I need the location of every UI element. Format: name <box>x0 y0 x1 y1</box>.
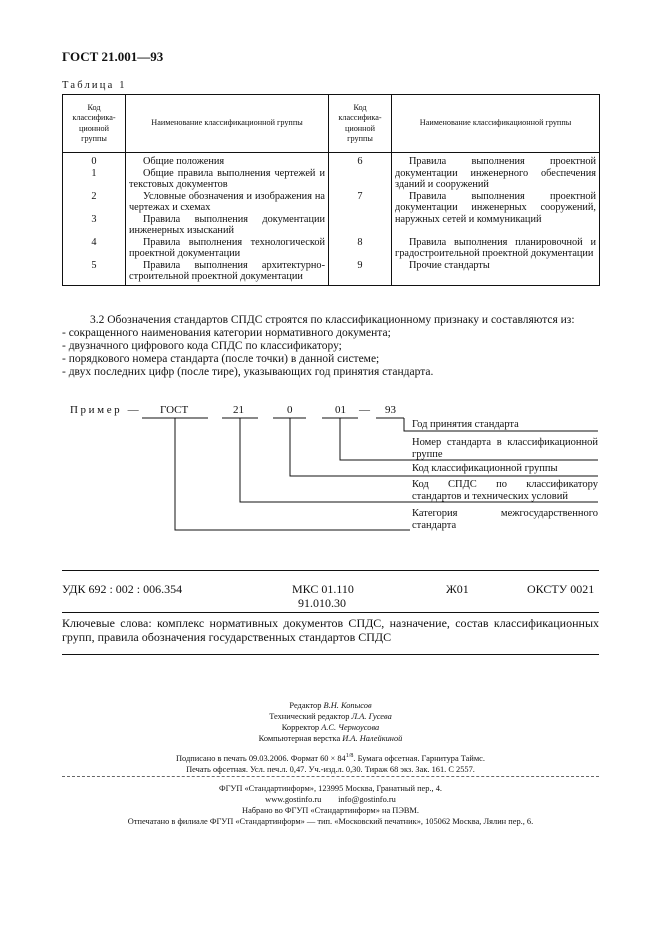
group-name: Общие положения <box>126 153 329 168</box>
group-code: 4 <box>63 237 126 260</box>
imprint-print-data <box>62 751 599 775</box>
group-name: Правила выполнения документации инженерных изысканий <box>126 214 329 237</box>
print-info-line: Печать офсетная. Усл. печ.л. 0,47. Уч.-изд.л. 0,30. Тираж 68 экз. Зак. 161. С 2557. <box>186 764 475 774</box>
group-name: Прочие стандарты <box>392 260 600 286</box>
example-label-spds: Код СПДС по классификатору стандартов и технических условий <box>412 479 598 502</box>
email-link[interactable]: info@gostinfo.ru <box>338 795 396 804</box>
example-part-number: 01 <box>335 404 346 416</box>
group-name: Правила выполнения проектной документации инженерного обеспечения зданий и сооружений <box>392 153 600 191</box>
mks-code: МКС 01.110 <box>292 582 354 596</box>
group-code: 3 <box>63 214 126 237</box>
group-code: 8 <box>329 237 392 260</box>
website-link[interactable]: www.gostinfo.ru <box>265 795 322 804</box>
group-code: 7 <box>329 191 392 237</box>
example-part-gost: ГОСТ <box>160 404 189 416</box>
example-part-dash: — <box>359 404 370 416</box>
example-label: Пример — <box>70 404 142 416</box>
contacts-line <box>62 794 599 805</box>
divider <box>62 612 599 613</box>
list-item: - порядкового номера стандарта (после точки) в данной системе; <box>62 353 380 365</box>
typeset-line: Набрано во ФГУП «Стандартинформ» на ПЭВМ. <box>242 806 419 815</box>
group-code: 5 <box>63 260 126 286</box>
mks-code-2: 91.010.30 <box>298 596 346 610</box>
list-item: - сокращенного наименования категории нормативного документа; <box>62 327 391 339</box>
printed-line: Отпечатано в филиале ФГУП «Стандартинформ» — тип. «Московский печатник», 105062 Москва, Лялин пер., 6. <box>127 817 534 826</box>
group-name: Правила выполнения технологической проектной документации <box>126 237 329 260</box>
page-header: ГОСТ 21.001—93 <box>62 49 164 64</box>
example-part-group-code: 0 <box>287 404 293 416</box>
tech-editor-line: Технический редактор Л.А. Гусева <box>269 712 392 721</box>
column-header-code: Код классифика-ционной группы <box>329 95 392 153</box>
example-label-number: Номер стандарта в классификационной группе <box>412 437 598 460</box>
corrector-line: Корректор А.С. Черноусова <box>281 723 380 732</box>
divider <box>62 776 599 777</box>
divider <box>62 654 599 655</box>
list-item: - двузначного цифрового кода СПДС по классификатору; <box>62 340 342 352</box>
section-intro: 3.2 Обозначения стандартов СПДС строятся по классификационному признаку и составляются из: <box>90 314 575 326</box>
imprint-publisher <box>62 783 599 827</box>
group-name: Правила выполнения проектной документации инженерных сооружений, наружных сетей и коммуникаций <box>392 191 600 237</box>
column-header-name: Наименование классификационной группы <box>126 95 329 153</box>
zh-code: Ж01 <box>446 582 469 596</box>
publisher-line: ФГУП «Стандартинформ», 123995 Москва, Гранатный пер., 4. <box>218 784 443 793</box>
list-item: - двух последних цифр (после тире), указывающих год принятия стандарта. <box>62 366 434 378</box>
group-code: 0 <box>63 153 126 168</box>
example-label-group: Код классификационной группы <box>412 463 558 474</box>
udk-code: УДК 692 : 002 : 006.354 <box>62 582 183 596</box>
layout-line: Компьютерная верстка И.А. Налейкиной <box>258 734 403 743</box>
group-code: 2 <box>63 191 126 214</box>
example-part-spds-code: 21 <box>233 404 244 416</box>
signed-line: Подписано в печать 09.03.2006. Формат $60 \times 84^{1/8}$. Бумага офсетная. Гарнитура Таймс. <box>176 753 485 763</box>
divider <box>62 570 599 571</box>
group-name: Правила выполнения архитектурно-строительной проектной документации <box>126 260 329 286</box>
example-part-year: 93 <box>385 404 396 416</box>
imprint-editors <box>62 700 599 744</box>
editor-line: Редактор В.Н. Копысов <box>289 701 372 710</box>
column-header-name: Наименование классификационной группы <box>392 95 600 153</box>
okstu-code: ОКСТУ 0021 <box>527 582 595 596</box>
example-label-category: Категория межгосударственного стандарта <box>412 508 598 531</box>
group-name: Условные обозначения и изображения на чертежах и схемах <box>126 191 329 214</box>
group-name: Правила выполнения планировочной и градостроительной проектной документации <box>392 237 600 260</box>
column-header-code: Код классифика-ционной группы <box>63 95 126 153</box>
group-code: 1 <box>63 168 126 191</box>
group-name: Общие правила выполнения чертежей и текстовых документов <box>126 168 329 191</box>
example-label-year: Год принятия стандарта <box>412 419 519 430</box>
group-code: 9 <box>329 260 392 286</box>
keywords: Ключевые слова: комплекс нормативных документов СПДС, назначение, состав классификационных групп, правила обозначения государственных стандартов СПДС <box>62 616 599 644</box>
table-caption: Таблица 1 <box>62 80 127 91</box>
group-code: 6 <box>329 153 392 191</box>
